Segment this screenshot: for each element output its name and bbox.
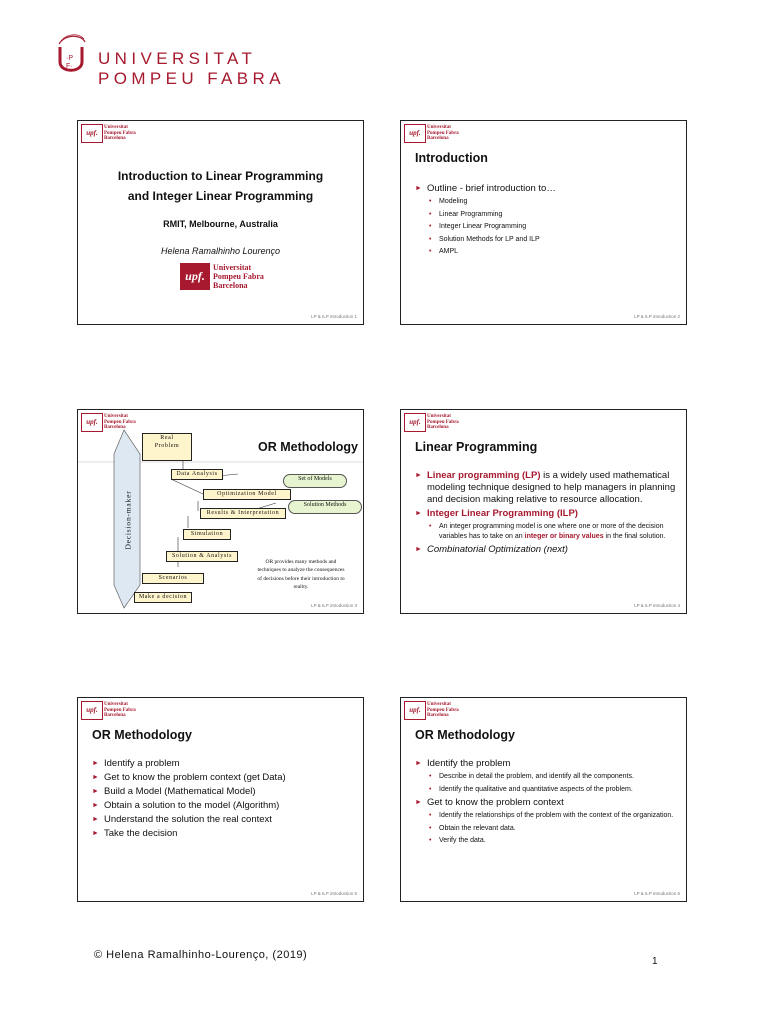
sub-bullet-item: • Linear Programming xyxy=(415,210,680,220)
upf-logo-icon: upf. xyxy=(81,701,103,720)
upf-logo-icon: upf. xyxy=(404,124,426,143)
slide-title: Introduction xyxy=(415,151,488,165)
upf-logo-icon: upf. xyxy=(81,413,103,432)
real-problem-box: Real Problem xyxy=(142,433,192,461)
slide-title: OR Methodology xyxy=(258,440,358,454)
slide-logo xyxy=(81,701,136,721)
slide-4 xyxy=(400,409,687,614)
optimization-model-box: Optimization Model xyxy=(203,489,291,500)
slide-footer: LP & ILP introduction 6 xyxy=(634,891,680,896)
slide-logo xyxy=(404,701,459,721)
slide-footer: LP & ILP introduction 2 xyxy=(634,314,680,319)
slide-1-title xyxy=(78,166,363,206)
page-number: 1 xyxy=(652,956,658,967)
bullet-list xyxy=(92,758,357,842)
logo-line-2: POMPEU FABRA xyxy=(98,69,285,88)
slide-footer: LP & ILP introduction 1 xyxy=(311,314,357,319)
upf-large-logo-icon: upf. xyxy=(180,263,210,290)
slide-logo-text: Universitat Pompeu Fabra Barcelona xyxy=(104,125,136,141)
bullet-item: ► Understand the solution the real context xyxy=(92,814,357,826)
make-decision-box: Make a decision xyxy=(134,592,192,603)
bullet-item: ► Outline - brief introduction to… xyxy=(415,183,680,195)
slide-title: OR Methodology xyxy=(92,728,192,742)
slide-title: OR Methodology xyxy=(415,728,515,742)
scenarios-box: Scenarios xyxy=(142,573,204,584)
page-header xyxy=(0,0,768,100)
data-analysis-box: Data Analysis xyxy=(171,469,223,480)
upf-large-logo-text: Universitat Pompeu Fabra Barcelona xyxy=(213,263,264,290)
bullet-item: ► Take the decision xyxy=(92,828,357,840)
upf-large-logo xyxy=(180,263,270,293)
slide-1-subtitle: RMIT, Melbourne, Australia xyxy=(163,219,278,229)
solution-methods-box: Solution Methods xyxy=(288,500,362,514)
slide-title: Linear Programming xyxy=(415,440,538,454)
bullet-item: ► Build a Model (Mathematical Model) xyxy=(92,786,357,798)
bullet-item: ► Get to know the problem context (get Data) xyxy=(92,772,357,784)
set-of-models-box: Set of Models xyxy=(283,474,347,488)
logo-line-1: UNIVERSITAT xyxy=(98,49,257,68)
sub-bullet-item: • AMPL xyxy=(415,247,680,257)
bullet-list xyxy=(415,183,680,260)
title-line-1: Introduction to Linear Programming xyxy=(117,169,324,183)
bullet-item: ► Identify a problem xyxy=(92,758,357,770)
slide-3 xyxy=(77,409,364,614)
sub-bullet-item xyxy=(415,522,680,541)
svg-text:F·: F· xyxy=(66,63,73,70)
highlight-integer: integer or binary values xyxy=(524,532,604,540)
slide-1 xyxy=(77,120,364,325)
slide-logo-text: Universitat Pompeu Fabra Barcelona xyxy=(104,702,136,718)
sub-bullet-item: • Identify the relationships of the problem with the context of the organization. xyxy=(415,811,680,821)
simulation-box: Simulation xyxy=(183,529,231,540)
sub-bullet-item: • Integer Linear Programming xyxy=(415,222,680,232)
bullet-list xyxy=(415,470,680,558)
university-emblem-icon xyxy=(55,30,87,80)
bullet-item: ► Obtain a solution to the model (Algorithm) xyxy=(92,800,357,812)
copyright-text: © Helena Ramalhinho-Lourenço, (2019) xyxy=(94,949,308,961)
svg-text:·P: ·P xyxy=(66,55,73,62)
sub-text-pre: An integer programming model is one where one or more of the decision variables has to take on an xyxy=(439,523,664,540)
sub-bullet-item: • Obtain the relevant data. xyxy=(415,824,680,834)
bullet-item xyxy=(415,508,680,520)
title-line-2: and Integer Linear Programming xyxy=(127,189,314,203)
slide-2 xyxy=(400,120,687,325)
bullet-text: is a widely used mathematical modeling technique designed to help managers in planning and decision making relative to resource allocation. xyxy=(427,470,676,505)
solution-analysis-box: Solution & Analysis xyxy=(166,551,238,562)
highlight-lp: Linear programming (LP) xyxy=(427,470,541,481)
bullet-item xyxy=(415,470,680,506)
slide-footer: LP & ILP introduction 4 xyxy=(634,603,680,608)
or-methodology-note: OR provides many methods and techniques to analyze the consequences of decisions before their introduction to reality. xyxy=(257,559,345,590)
sub-bullet-item: • Identify the qualitative and quantitative aspects of the problem. xyxy=(415,785,680,795)
upf-logo-icon: upf. xyxy=(404,413,426,432)
slide-logo-text: Universitat Pompeu Fabra Barcelona xyxy=(427,125,459,141)
sub-text-post: in the final solution. xyxy=(603,532,666,540)
slide-1-author: Helena Ramalhinho Lourenço xyxy=(160,246,281,256)
bullet-list xyxy=(415,758,680,849)
university-logo-text xyxy=(98,49,285,89)
slide-logo-text: Universitat Pompeu Fabra Barcelona xyxy=(427,414,459,430)
results-interpretation-box: Results & Interpretation xyxy=(200,508,286,519)
bullet-item: ► Identify the problem xyxy=(415,758,680,770)
slide-6 xyxy=(400,697,687,902)
sub-bullet-item: • Describe in detail the problem, and identify all the components. xyxy=(415,772,680,782)
slide-footer: LP & ILP introduction 3 xyxy=(311,603,357,608)
slide-footer: LP & ILP introduction 5 xyxy=(311,891,357,896)
decision-maker-label: Decision-maker xyxy=(123,490,133,550)
slide-5 xyxy=(77,697,364,902)
slide-logo-text: Universitat Pompeu Fabra Barcelona xyxy=(427,702,459,718)
bullet-item: ► Get to know the problem context xyxy=(415,797,680,809)
upf-logo-icon: upf. xyxy=(404,701,426,720)
slide-logo xyxy=(404,413,459,433)
slide-logo-text: Universitat Pompeu Fabra Barcelona xyxy=(104,414,136,430)
sub-bullet-item: • Verify the data. xyxy=(415,836,680,846)
upf-logo-icon: upf. xyxy=(81,124,103,143)
highlight-ilp: Integer Linear Programming (ILP) xyxy=(427,508,578,519)
slide-logo xyxy=(81,124,136,144)
bullet-item: ► Combinatorial Optimization (next) xyxy=(415,544,680,556)
slide-logo xyxy=(404,124,459,144)
sub-bullet-item: • Solution Methods for LP and ILP xyxy=(415,235,680,245)
sub-bullet-item: • Modeling xyxy=(415,197,680,207)
